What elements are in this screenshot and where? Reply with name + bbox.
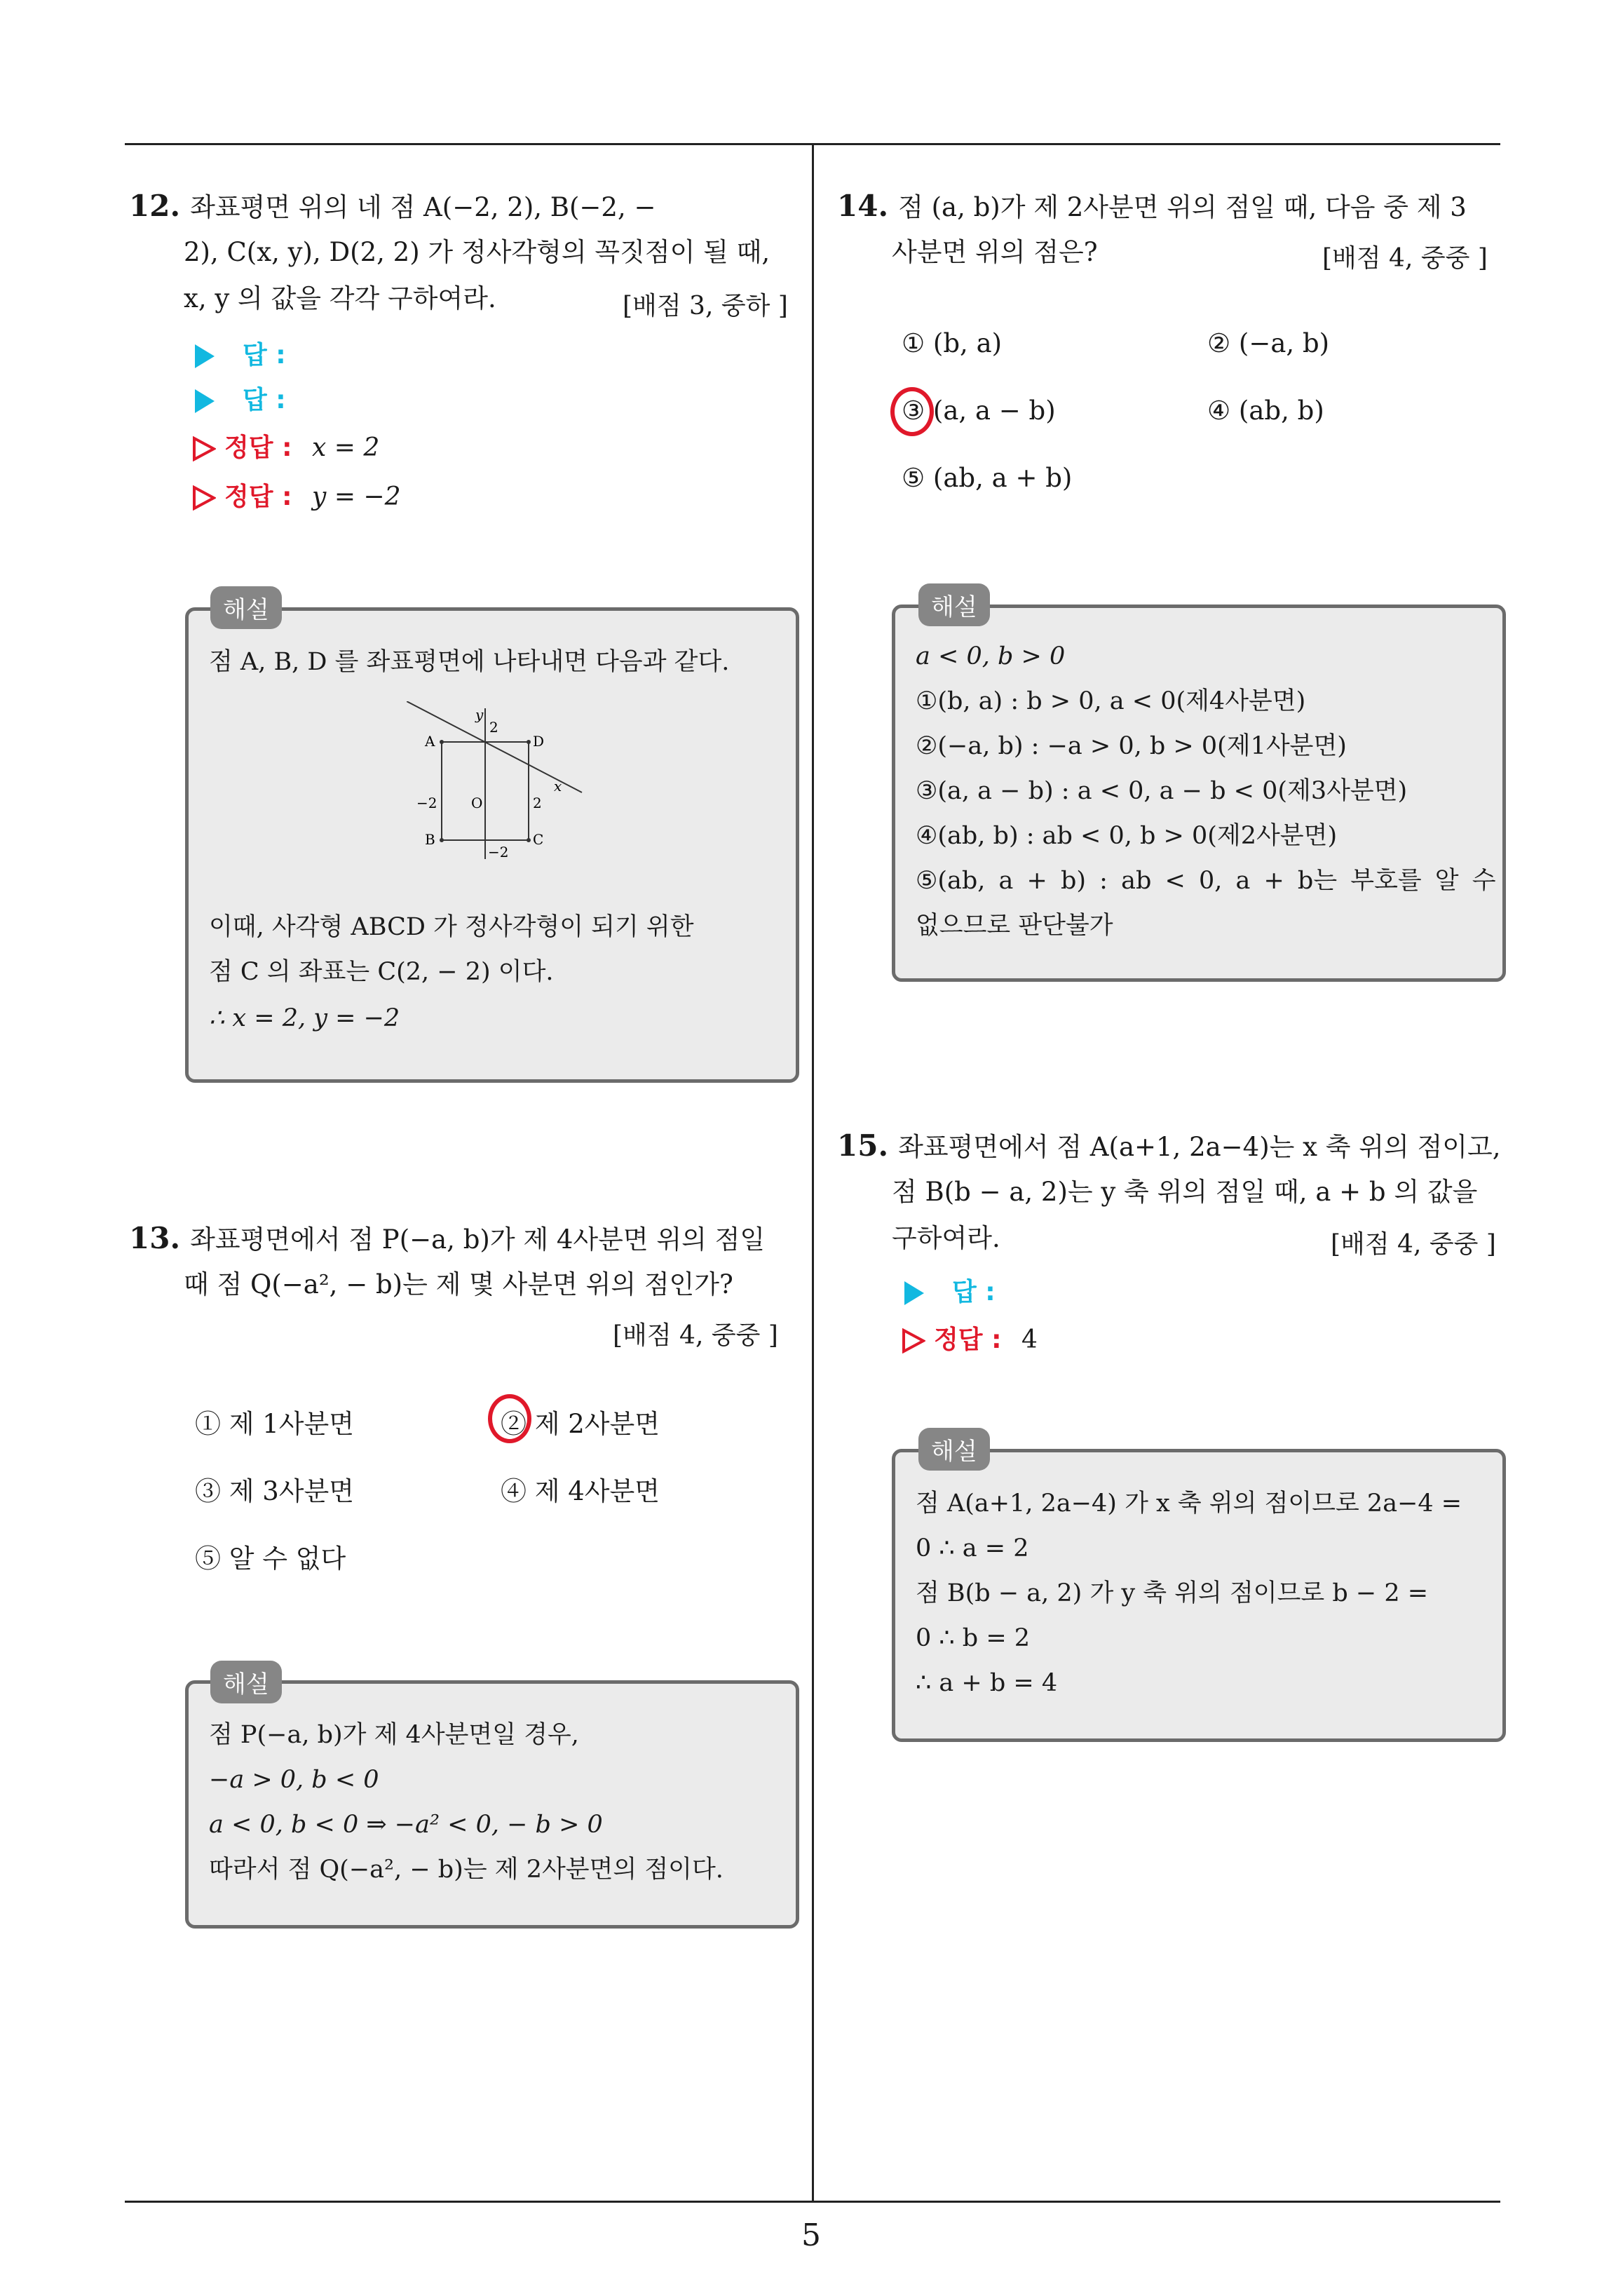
q13-number: 13. bbox=[129, 1221, 181, 1255]
q12-coordinate-graph bbox=[407, 701, 589, 863]
q15-correct: 정답 : 4 bbox=[902, 1320, 1038, 1356]
graph-tick-xm2: −2 bbox=[416, 795, 437, 811]
q14-explanation-tag: 해설 bbox=[918, 583, 990, 626]
q12-explain-2: 이때, 사각형 ABCD 가 정사각형이 되기 위한 bbox=[209, 913, 694, 941]
q13-option-4[interactable]: ④ 제 4사분면 bbox=[501, 1476, 660, 1506]
q12-explain-3: 점 C 의 좌표는 C(2, − 2) 이다. bbox=[209, 958, 554, 986]
q12-line3: x, y 의 값을 각각 구하여라. bbox=[184, 283, 496, 313]
q15-explain-1: 점 A(a+1, 2a−4) 가 x 축 위의 점이므로 2a−4 = bbox=[916, 1490, 1462, 1518]
q13-option-3[interactable]: ③ 제 3사분면 bbox=[195, 1476, 355, 1506]
graph-label-origin: O bbox=[471, 795, 483, 811]
answer-arrow-icon bbox=[195, 344, 215, 368]
page-number: 5 bbox=[801, 2217, 821, 2253]
q15-line3: 구하여라. bbox=[892, 1223, 1000, 1253]
graph-label-x-axis: x bbox=[554, 778, 562, 795]
q14-explain-4: ③(a, a − b) : a < 0, a − b < 0(제3사분면) bbox=[916, 777, 1408, 805]
q15-explain-5: ∴ a + b = 4 bbox=[916, 1669, 1058, 1697]
q14-option-4[interactable]: ④ (ab, b) bbox=[1207, 396, 1324, 426]
q15-explain-4: 0 ∴ b = 2 bbox=[916, 1624, 1031, 1652]
graph-label-a: A bbox=[425, 733, 435, 750]
q14-explain-6: ⑤(ab, a + b) : ab < 0, a + b는 부호를 알 수 bbox=[916, 867, 1496, 895]
graph-label-d: D bbox=[533, 733, 545, 750]
q14-number: 14. bbox=[837, 189, 889, 223]
q14-explain-2: ①(b, a) : b > 0, a < 0(제4사분면) bbox=[916, 687, 1306, 715]
q12-explanation-tag: 해설 bbox=[210, 586, 282, 629]
q12-explain-4: ∴ x = 2, y = −2 bbox=[209, 1004, 400, 1032]
graph-label-y-axis: y bbox=[475, 706, 484, 723]
q15-explanation-tag: 해설 bbox=[918, 1428, 990, 1471]
q13-explain-2: −a > 0, b < 0 bbox=[209, 1766, 379, 1794]
bottom-rule bbox=[125, 2201, 1500, 2203]
q14-option-3[interactable]: ③ (a, a − b) bbox=[902, 396, 1056, 426]
q14-option-5[interactable]: ⑤ (ab, a + b) bbox=[902, 463, 1073, 493]
q13-option-5[interactable]: ⑤ 알 수 없다 bbox=[195, 1544, 346, 1574]
q14-line1: 14. 점 (a, b)가 제 2사분면 위의 점일 때, 다음 중 제 3 bbox=[837, 189, 1467, 223]
q15-meta: [배점 4, 중중 ] bbox=[1331, 1230, 1496, 1259]
q12-line1: 12. 좌표평면 위의 네 점 A(−2, 2), B(−2, − bbox=[129, 189, 656, 223]
q14-option-2[interactable]: ② (−a, b) bbox=[1207, 328, 1330, 358]
q12-explain-1: 점 A, B, D 를 좌표평면에 나타내면 다음과 같다. bbox=[209, 648, 730, 676]
q13-selected-mark-icon bbox=[488, 1394, 531, 1443]
q12-correct-2: 정답 : y = −2 bbox=[192, 477, 401, 513]
q13-line1: 13. 좌표평면에서 점 P(−a, b)가 제 4사분면 위의 점일 bbox=[129, 1221, 766, 1255]
q13-option-1[interactable]: ① 제 1사분면 bbox=[195, 1409, 355, 1439]
q14-line2: 사분면 위의 점은? bbox=[892, 237, 1098, 267]
q13-explain-1: 점 P(−a, b)가 제 4사분면일 경우, bbox=[209, 1721, 579, 1749]
q13-option-2[interactable]: ② 제 2사분면 bbox=[501, 1409, 660, 1439]
q15-line2: 점 B(b − a, 2)는 y 축 위의 점일 때, a + b 의 값을 bbox=[892, 1177, 1478, 1207]
q14-explain-1: a < 0, b > 0 bbox=[916, 642, 1066, 670]
q14-explain-3: ②(−a, b) : −a > 0, b > 0(제1사분면) bbox=[916, 732, 1347, 760]
q12-number: 12. bbox=[129, 189, 181, 223]
q13-explanation-box bbox=[185, 1680, 799, 1929]
answer-arrow-icon bbox=[195, 389, 215, 413]
q14-explain-5: ④(ab, b) : ab < 0, b > 0(제2사분면) bbox=[916, 822, 1338, 850]
graph-label-b: B bbox=[425, 831, 435, 848]
q13-line2: 때 점 Q(−a², − b)는 제 몇 사분면 위의 점인가? bbox=[184, 1269, 733, 1299]
q15-line1: 15. 좌표평면에서 점 A(a+1, 2a−4)는 x 축 위의 점이고, bbox=[837, 1128, 1501, 1163]
outline-triangle-icon bbox=[192, 485, 216, 511]
q15-explain-2: 0 ∴ a = 2 bbox=[916, 1534, 1029, 1562]
q12-answer-2[interactable]: 답 : bbox=[195, 380, 286, 416]
graph-tick-x2: 2 bbox=[533, 795, 542, 811]
q15-answer[interactable]: 답 : bbox=[904, 1272, 996, 1308]
q14-explain-7: 없으므로 판단불가 bbox=[916, 912, 1113, 940]
outline-triangle-icon bbox=[902, 1328, 925, 1353]
answer-arrow-icon bbox=[904, 1281, 924, 1305]
q12-answer-1[interactable]: 답 : bbox=[195, 335, 286, 371]
q13-explanation-tag: 해설 bbox=[210, 1661, 282, 1703]
q15-explain-3: 점 B(b − a, 2) 가 y 축 위의 점이므로 b − 2 = bbox=[916, 1579, 1429, 1607]
q13-explain-3: a < 0, b < 0 ⇒ −a² < 0, − b > 0 bbox=[209, 1811, 603, 1839]
q13-explain-4: 따라서 점 Q(−a², − b)는 제 2사분면의 점이다. bbox=[209, 1856, 724, 1884]
q12-meta: [배점 3, 중하 ] bbox=[623, 292, 788, 320]
q14-meta: [배점 4, 중중 ] bbox=[1322, 244, 1488, 273]
q13-meta: [배점 4, 중중 ] bbox=[613, 1321, 778, 1350]
column-divider bbox=[812, 144, 814, 2202]
graph-label-c: C bbox=[533, 831, 544, 848]
outline-triangle-icon bbox=[192, 436, 216, 461]
graph-tick-ym2: −2 bbox=[488, 844, 509, 860]
q15-number: 15. bbox=[837, 1128, 889, 1163]
q12-correct-1: 정답 : x = 2 bbox=[192, 428, 379, 464]
q14-selected-mark-icon bbox=[890, 387, 934, 436]
q14-option-1[interactable]: ① (b, a) bbox=[902, 328, 1003, 358]
graph-tick-y2: 2 bbox=[489, 719, 498, 736]
q12-line2: 2), C(x, y), D(2, 2) 가 정사각형의 꼭짓점이 될 때, bbox=[184, 237, 770, 267]
